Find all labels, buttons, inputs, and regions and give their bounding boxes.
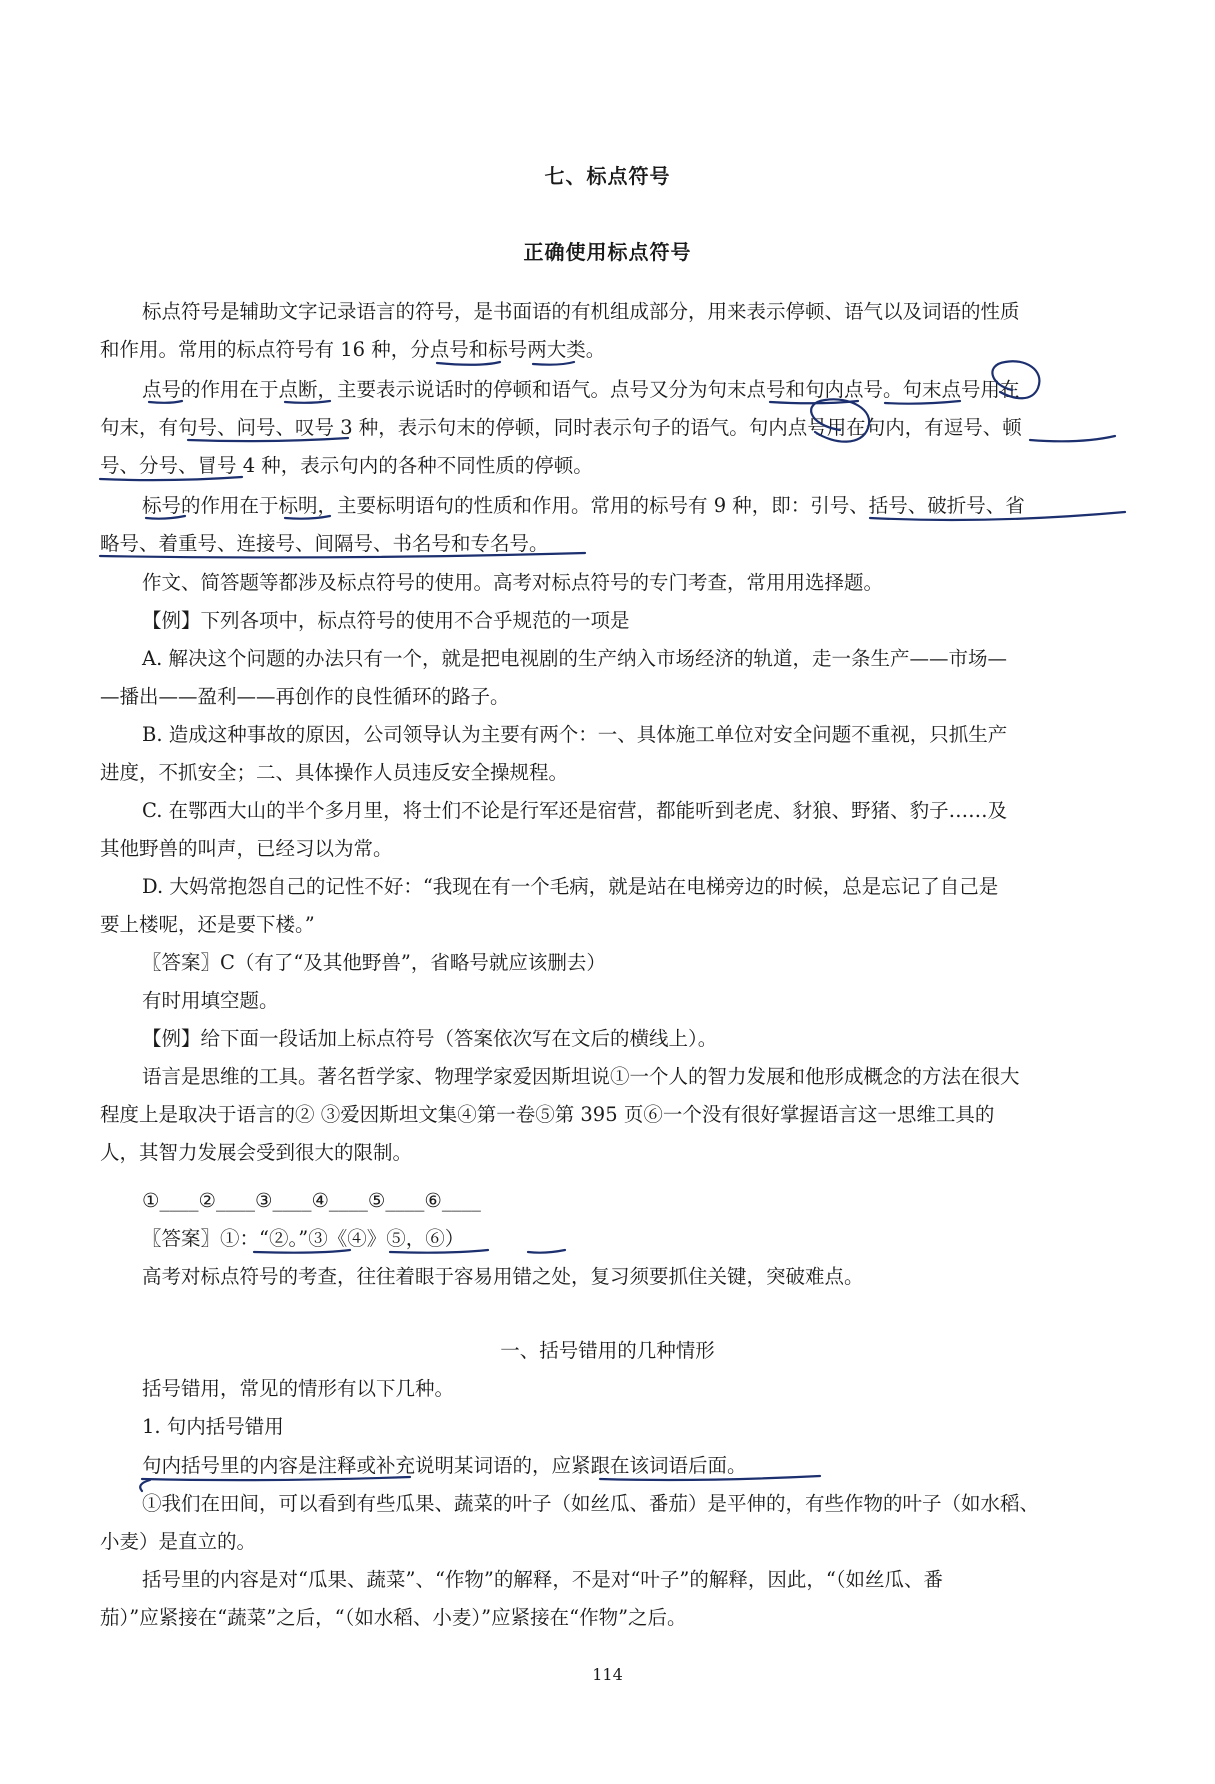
text-line: 括号错用，常见的情形有以下几种。 [142, 1377, 455, 1400]
text-line: 句末，有句号、问号、叹号 3 种，表示句末的停顿，同时表示句子的语气。句内点号用在句内，有逗号、顿 [100, 416, 1022, 439]
text-line: —播出——盈利——再创作的良性循环的路子。 [100, 685, 510, 708]
text-line: 程度上是取决于语言的② ③爱因斯坦文集④第一卷⑤第 395 页⑥一个没有很好掌握语言这一思维工具的 [100, 1103, 995, 1126]
text-line: 茄）”应紧接在“蔬菜”之后，“（如水稻、小麦）”应紧接在“作物”之后。 [100, 1606, 687, 1629]
text-line: 〖答案〗①：“②。”③《④》⑤，⑥） [142, 1227, 465, 1250]
text-line: 进度，不抓安全；二、具体操作人员违反安全操规程。 [100, 761, 569, 784]
text-line: ①我们在田间，可以看到有些瓜果、蔬菜的叶子（如丝瓜、番茄）是平伸的，有些作物的叶子（如水稻、 [142, 1492, 1040, 1515]
text-line: 其他野兽的叫声，已经习以为常。 [100, 837, 393, 860]
text-line: 要上楼呢，还是要下楼。” [100, 913, 315, 936]
page-number: 114 [592, 1665, 623, 1684]
text-line: 〖答案〗C（有了“及其他野兽”，省略号就应该删去） [142, 951, 606, 974]
text-line: 有时用填空题。 [142, 989, 279, 1012]
text-line: C. 在鄂西大山的半个多月里，将士们不论是行军还是宿营，都能听到老虎、豺狼、野猪、豹子……及 [142, 799, 1008, 822]
text-line: 语言是思维的工具。著名哲学家、物理学家爱因斯坦说①一个人的智力发展和他形成概念的方法在很大 [142, 1065, 1020, 1088]
text-line: 人，其智力发展会受到很大的限制。 [100, 1141, 413, 1164]
text-line: 和作用。常用的标点符号有 16 种，分点号和标号两大类。 [100, 338, 606, 361]
text-line: 标点符号是辅助文字记录语言的符号，是书面语的有机组成部分，用来表示停顿、语气以及词语的性质 [142, 300, 1020, 323]
text-line: 标号的作用在于标明，主要标明语句的性质和作用。常用的标号有 9 种，即：引号、括号、破折号、省 [142, 494, 1025, 517]
text-line: 【例】给下面一段话加上标点符号（答案依次写在文后的横线上）。 [142, 1027, 718, 1050]
text-line: 句内括号里的内容是注释或补充说明某词语的，应紧跟在该词语后面。 [142, 1454, 747, 1477]
text-line: 高考对标点符号的考查，往往着眼于容易用错之处，复习须要抓住关键，突破难点。 [142, 1265, 864, 1288]
text-line: 号、分号、冒号 4 种，表示句内的各种不同性质的停顿。 [100, 454, 593, 477]
text-line: 小麦）是直立的。 [100, 1530, 257, 1553]
text-line: 括号里的内容是对“瓜果、蔬菜”、“作物”的解释，不是对“叶子”的解释，因此，“（如丝瓜、番 [142, 1568, 944, 1591]
text-line: 作文、简答题等都涉及标点符号的使用。高考对标点符号的专门考查，常用用选择题。 [142, 571, 884, 594]
text-line: 【例】下列各项中，标点符号的使用不合乎规范的一项是 [142, 609, 630, 632]
text-line: 1. 句内括号错用 [142, 1415, 284, 1438]
text-line: 略号、着重号、连接号、间隔号、书名号和专名号。 [100, 532, 549, 555]
text-line: 点号的作用在于点断，主要表示说话时的停顿和语气。点号又分为句末点号和句内点号。句末点号用在 [142, 378, 1020, 401]
page-title: 七、标点符号 [544, 164, 671, 188]
text-line: D. 大妈常抱怨自己的记性不好：“我现在有一个毛病，就是站在电梯旁边的时候，总是忘记了自己是 [142, 875, 999, 898]
text-line: B. 造成这种事故的原因，公司领导认为主要有两个：一、具体施工单位对安全问题不重视，只抓生产 [142, 723, 1008, 746]
text-line: A. 解决这个问题的办法只有一个，就是把电视剧的生产纳入市场经济的轨道，走一条生产——市场— [142, 647, 1007, 670]
text-line: ①____②____③____④____⑤____⑥____ [142, 1189, 481, 1212]
page-subtitle: 正确使用标点符号 [523, 240, 692, 264]
section-heading: 一、括号错用的几种情形 [500, 1339, 715, 1362]
